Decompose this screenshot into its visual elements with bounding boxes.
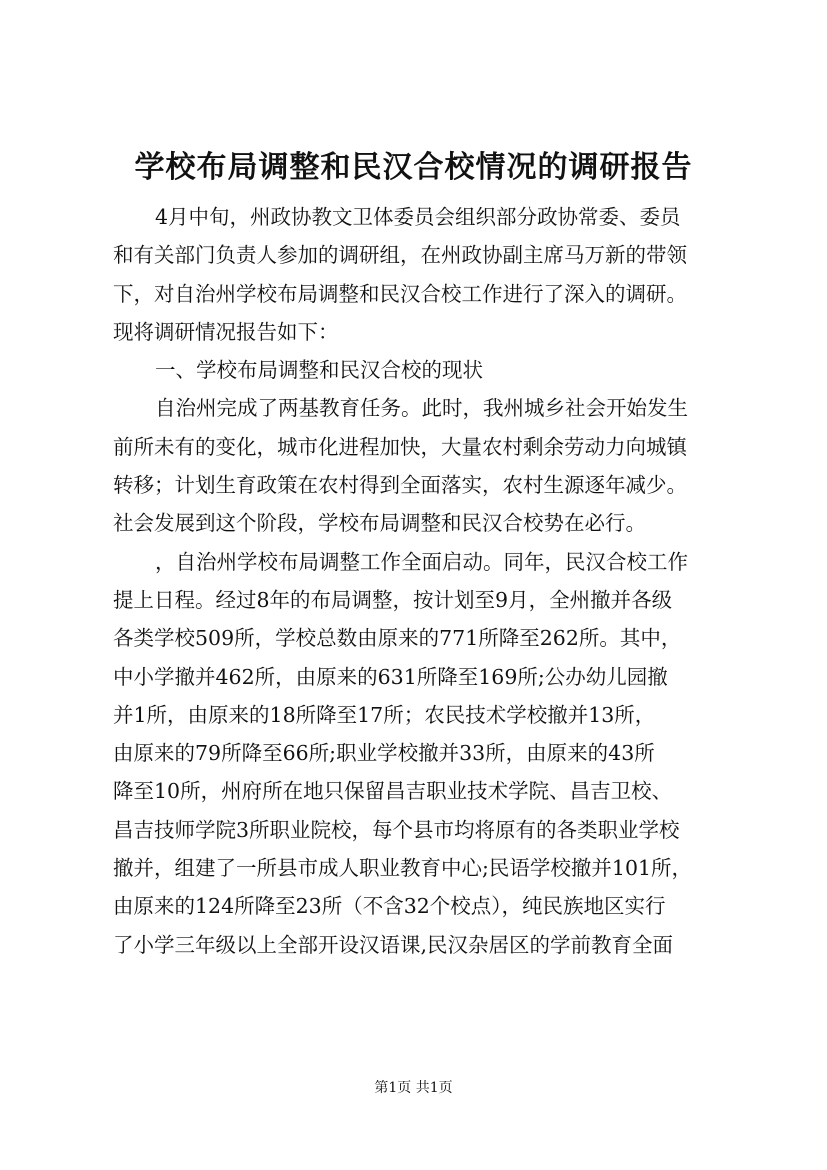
paragraph-line: 并1所，由原来的18所降至17所；农民技术学校撤并13所， xyxy=(113,702,656,727)
paragraph-line: 前所未有的变化，城市化进程加快，大量农村剩余劳动力向城镇 xyxy=(113,434,687,459)
paragraph-line: 4月中旬，州政协教文卫体委员会组织部分政协常委、委员 xyxy=(155,205,681,229)
page-footer: 第1页 共1页 xyxy=(374,1080,453,1096)
paragraph-line: 自治州完成了两基教育任务。此时，我州城乡社会开始发生 xyxy=(155,396,688,421)
paragraph-line: 提上日程。经过8年的布局调整，按计划至9月，全州撤并各级 xyxy=(113,587,673,612)
paragraph-line: ，自治州学校布局调整工作全面启动。同年，民汉合校工作 xyxy=(155,549,688,574)
paragraph-line: 由原来的124所降至23所（不含32个校点），纯民族地区实行 xyxy=(113,894,666,919)
paragraph-line: 社会发展到这个阶段，学校布局调整和民汉合校势在必行。 xyxy=(113,511,646,536)
paragraph-line: 下，对自治州学校布局调整和民汉合校工作进行了深入的调研。 xyxy=(113,281,687,306)
paragraph-line: 现将调研情况报告如下： xyxy=(113,319,339,344)
paragraph-line: 降至10所，州府所在地只保留昌吉职业技术学院、昌吉卫校、 xyxy=(113,779,673,804)
paragraph-line: 了小学三年级以上全部开设汉语课,民汉杂居区的学前教育全面 xyxy=(113,932,674,957)
section-heading: 一、学校布局调整和民汉合校的现状 xyxy=(155,358,483,383)
paragraph-line: 转移；计划生育政策在农村得到全面落实，农村生源逐年减少。 xyxy=(113,473,687,498)
document-title: 学校布局调整和民汉合校情况的调研报告 xyxy=(134,150,693,185)
document-body xyxy=(113,198,738,964)
paragraph-line: 各类学校509所，学校总数由原来的771所降至262所。其中， xyxy=(113,626,682,651)
paragraph-line: 和有关部门负责人参加的调研组，在州政协副主席马万新的带领 xyxy=(113,243,687,268)
paragraph-line: 由原来的79所降至66所;职业学校撤并33所，由原来的43所 xyxy=(113,741,655,766)
paragraph-line: 中小学撤并462所，由原来的631所降至169所;公办幼儿园撤 xyxy=(113,664,668,689)
paragraph-line: 昌吉技师学院3所职业院校，每个县市均将原有的各类职业学校 xyxy=(113,817,680,842)
paragraph-line: 撤并，组建了一所县市成人职业教育中心;民语学校撤并101所， xyxy=(113,856,693,881)
